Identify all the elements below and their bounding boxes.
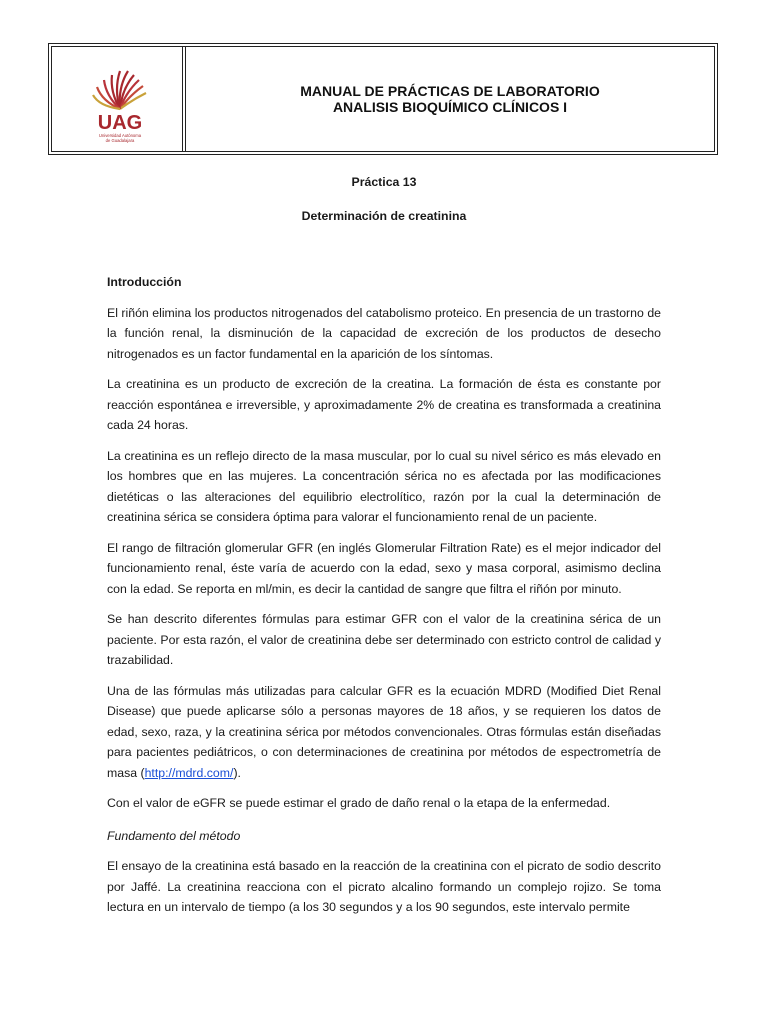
paragraph-creatine: La creatinina es un producto de excreción de la creatina. La formación de ésta es constante por reacción espontánea e irreversible, y aproximadamente 2% de creatina es transformada a creatinina cada 24 horas. — [107, 377, 661, 432]
university-logo — [90, 65, 150, 147]
logo-cell-divider — [182, 47, 183, 151]
logo-rays — [93, 71, 146, 109]
paragraph-mdrd — [107, 681, 661, 784]
paragraph-muscle-mass: La creatinina es un reflejo directo de la masa muscular, por lo cual su nivel sérico es más elevado en los hombres que en las mujeres. La concentración sérica no es afectada por las modificaciones dietéticas o las alteraciones del equilibrio electrolítico, razón por la cual la determinación de creatinina sérica se considera óptima para valorar el funcionamiento renal de un paciente. — [107, 448, 661, 524]
manual-title-block — [186, 47, 714, 151]
introduction-heading: Introducción — [107, 275, 182, 289]
logo-subtext-line1: Universidad Autónoma — [98, 133, 142, 138]
logo-cell — [52, 47, 186, 151]
paragraph-egfr: Con el valor de eGFR se puede estimar el grado de daño renal o la etapa de la enfermedad. — [107, 796, 611, 810]
practice-number: Práctica 13 — [351, 175, 417, 189]
paragraph-kidney: El riñón elimina los productos nitrogenados del catabolismo proteico. En presencia de un trastorno de la función renal, la disminución de la capacidad de excreción de los productos de desecho nitrogenados es un factor fundamental en la aparición de los síntomas. — [107, 305, 661, 361]
mdrd-text-after: ). — [233, 765, 241, 780]
method-heading: Fundamento del método — [107, 828, 241, 843]
document-body — [107, 170, 661, 918]
course-title: ANALISIS BIOQUÍMICO CLÍNICOS I — [332, 99, 568, 115]
mdrd-text-before: Una de las fórmulas más utilizadas para calcular GFR es la ecuación MDRD (Modified Diet Renal Disease) que puede aplicarse sólo a personas mayores de 18 años, y se requieren los datos de edad, sexo, raza, y la creatinina sérica por métodos convencionales. Otras fórmulas están diseñadas para pacientes pediátricos, o con determinaciones de creatinina por métodos de espectrometría de masa ( — [107, 683, 661, 780]
manual-title: MANUAL DE PRÁCTICAS DE LABORATORIO — [300, 83, 600, 99]
document-header-inner — [51, 46, 715, 152]
paragraph-formulas: Se han descrito diferentes fórmulas para estimar GFR con el valor de la creatinina sérica de un paciente. Por esta razón, el valor de creatinina debe ser determinado con estricto control de calidad y trazabilidad. — [107, 612, 661, 667]
mdrd-link[interactable]: http://mdrd.com/ — [144, 765, 234, 780]
paragraph-method: El ensayo de la creatinina está basado en la reacción de la creatinina con el picrato de sodio descrito por Jaffé. La creatinina reacciona con el picrato alcalino formando un complejo rojizo. Se toma lectura en un intervalo de tiempo (a los 30 segundos y a los 90 segundos, este intervalo permite — [107, 859, 661, 914]
practice-title: Determinación de creatinina — [301, 208, 467, 223]
paragraph-gfr: El rango de filtración glomerular GFR (en inglés Glomerular Filtration Rate) es el mejor indicador del funcionamiento renal, éste varía de acuerdo con la edad, sexo y masa corporal, asimismo declina con la edad. Se reporta en ml/min, es decir la cantidad de sangre que filtra el riñón por minuto. — [107, 540, 661, 596]
logo-wordmark: UAG — [97, 112, 143, 134]
logo-subtext-line2: de Guadalajara — [105, 138, 135, 143]
document-header — [48, 43, 718, 155]
